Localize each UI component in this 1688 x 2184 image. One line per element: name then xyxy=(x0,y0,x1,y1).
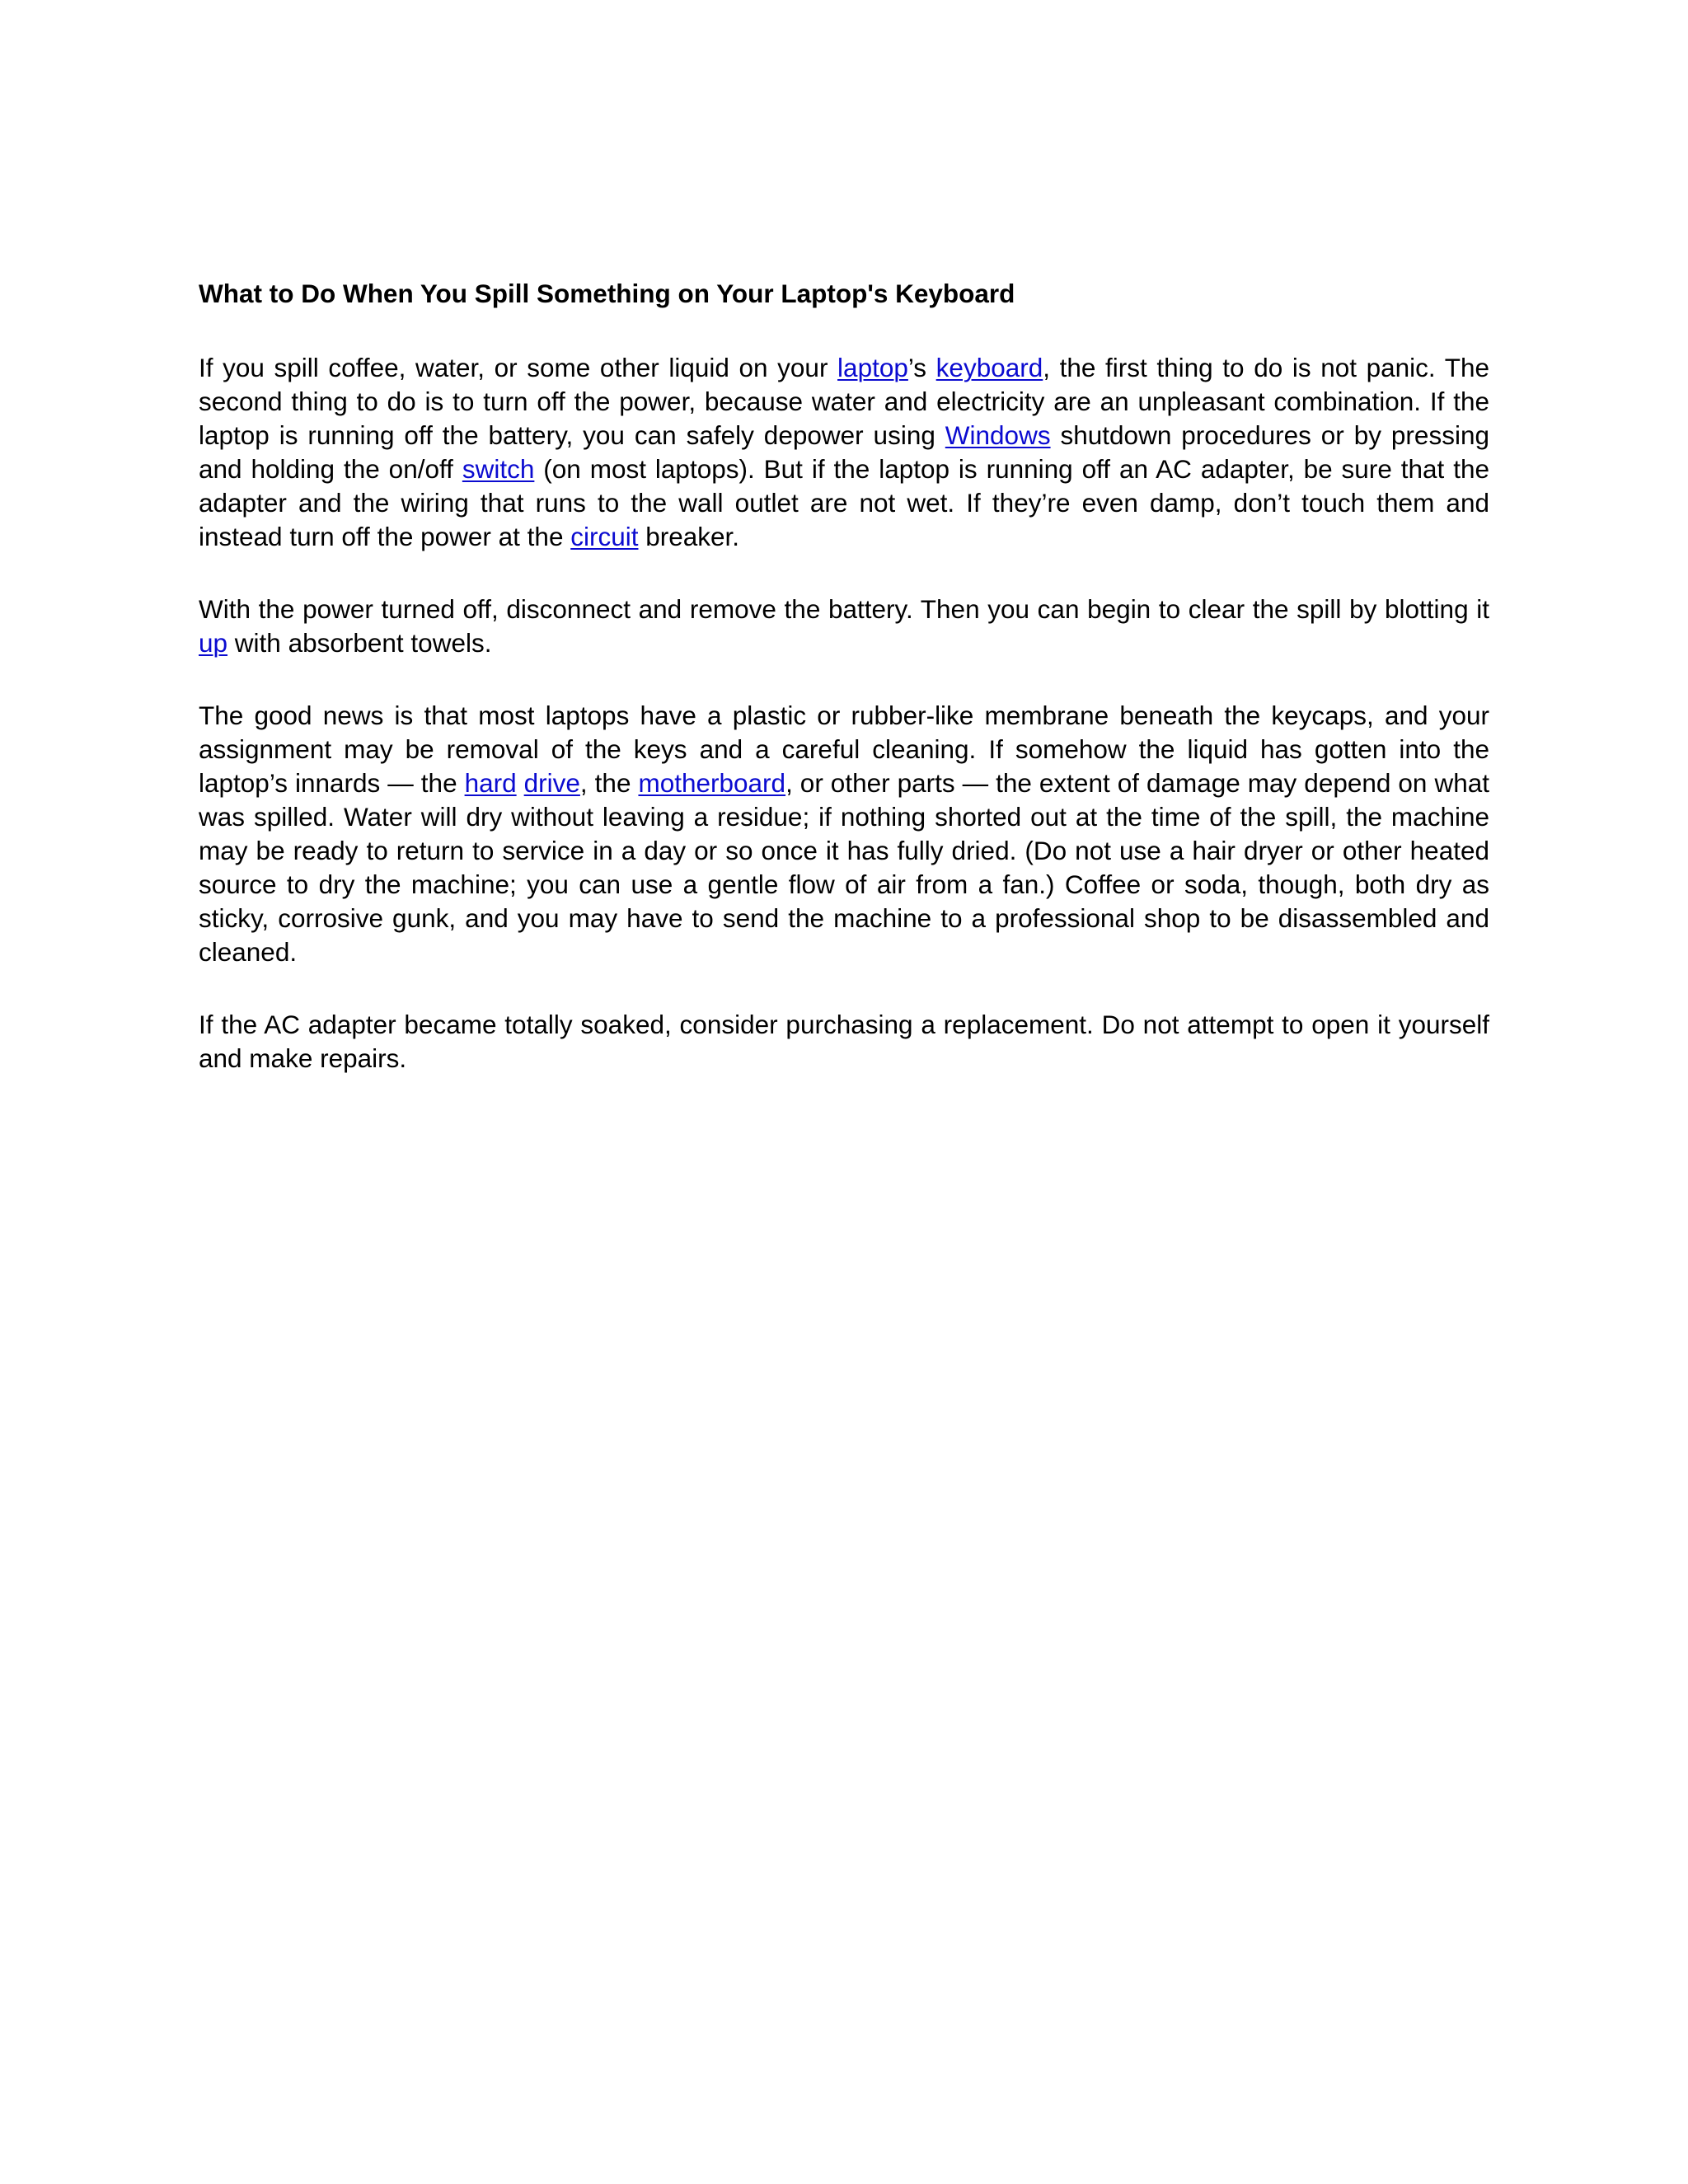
paragraph-power-off xyxy=(199,351,1489,554)
paragraph-text: If the AC adapter became totally soaked, consider purchasing a replacement. Do not attempt to open it yourself and make repairs. xyxy=(199,1010,1489,1073)
link-laptop[interactable]: laptop xyxy=(837,353,908,382)
document-title: What to Do When You Spill Something on Your Laptop's Keyboard xyxy=(199,279,1015,308)
paragraph-text: (on most laptops). But if the laptop is running off an AC adapter, be sure that the adapter and the wiring that runs to the wall outlet are not wet. If they’re even damp, don’t touch them and instead turn off the power at the xyxy=(199,454,1489,551)
paragraph-ac-adapter xyxy=(199,1008,1489,1076)
paragraph-text: , the first thing to do is not panic. The second thing to do is to turn off the power, because water and electricity are an unpleasant combination. If the laptop is running off the battery, you can safely depower using xyxy=(199,353,1489,450)
paragraph-text: breaker. xyxy=(638,522,740,551)
paragraph-text: The good news is that most laptops have a plastic or rubber-like membrane beneath the keycaps, and your assignment may be removal of the keys and a careful cleaning. If somehow the liquid has gotten into the laptop’s innards — the xyxy=(199,701,1489,798)
link-motherboard[interactable]: motherboard xyxy=(638,768,786,798)
paragraph-text: , or other parts — the extent of damage may depend on what was spilled. Water will dry without leaving a residue; if nothing shorted out at the time of the spill, the machine may be ready to return to service in a day or so once it has fully dried. (Do not use a hair dryer or other heated source to dry the machine; you can use a gentle flow of air from a fan.) Coffee or soda, though, both dry as sticky, corrosive gunk, and you may have to send the machine to a professional shop to be disassembled and cleaned. xyxy=(199,768,1489,967)
link-switch[interactable]: switch xyxy=(462,454,535,484)
paragraph-text: shutdown procedures or by pressing and holding the on/off xyxy=(199,420,1489,484)
paragraph-text: With the power turned off, disconnect and remove the battery. Then you can begin to clear the spill by blotting it xyxy=(199,594,1489,624)
link-windows[interactable]: Windows xyxy=(945,420,1051,450)
paragraph-battery xyxy=(199,593,1489,660)
link-circuit[interactable]: circuit xyxy=(570,522,639,551)
paragraph-text: If you spill coffee, water, or some other liquid on your xyxy=(199,353,838,382)
link-up[interactable]: up xyxy=(199,628,228,658)
paragraph-text: , the xyxy=(579,768,639,798)
link-hard[interactable]: hard xyxy=(464,768,517,798)
document-body xyxy=(199,274,1489,1076)
paragraph-text: with absorbent towels. xyxy=(227,628,492,658)
paragraph-text: ’s xyxy=(907,353,936,382)
link-keyboard[interactable]: keyboard xyxy=(935,353,1043,382)
paragraph-good-news xyxy=(199,699,1489,969)
link-drive[interactable]: drive xyxy=(523,768,580,798)
paragraph-text xyxy=(517,768,524,798)
